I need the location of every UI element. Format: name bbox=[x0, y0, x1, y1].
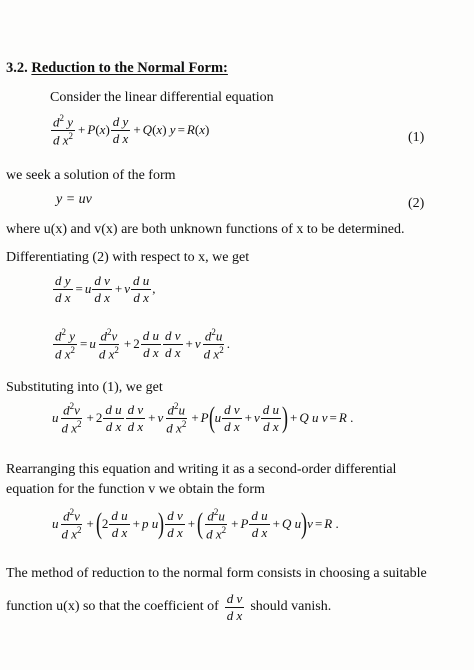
paragraph-method-2-post: should vanish. bbox=[250, 599, 332, 615]
equation-second-derivative: $\frac{d^2 y}{d x^2}$ = u $\frac{d^2v}{d x^2}$ + 2 $\frac{\text{d u}}{\text{d x}}$ $\frac{\text{d v}}{\text{d x}}$ + v $\frac{d^2u}{d x^2}$ . bbox=[55, 327, 230, 362]
paragraph-rearranging-2: equation for the function v we obtain the form bbox=[6, 482, 265, 497]
paragraph-substituting: Substituting into (1), we get bbox=[6, 380, 163, 395]
section-heading bbox=[6, 60, 228, 77]
equation-substituted: u $\frac{d^2v}{d x^2}$ + 2 $\frac{\text{d u}}{\text{d x}}$ $\frac{\text{d v}}{\text{d x}}$ + v $\frac{d^2u}{d x^2}$ + P ( u $\frac{\text{d v}}{\text{d x}}$ + v $\frac{\text{d u}}{\text{d x}}$ ) + Q u v = R . bbox=[52, 401, 354, 436]
paragraph-unknowns: where u(x) and v(x) are both unknown functions of x to be determined. bbox=[6, 222, 405, 237]
equation-number-1: (1) bbox=[408, 130, 425, 145]
paragraph-rearranging-1: Rearranging this equation and writing it as a second-order differential bbox=[6, 462, 397, 477]
paragraph-intro: Consider the linear differential equation bbox=[50, 90, 274, 105]
paragraph-method-2 bbox=[6, 592, 331, 622]
fraction-dv-dx: $\frac{\text{d v}}{\text{d x}}$ bbox=[226, 591, 243, 623]
paragraph-differentiating: Differentiating (2) with respect to x, we get bbox=[6, 250, 250, 265]
equation-2: y = uv bbox=[56, 192, 92, 207]
equation-first-derivative: $\frac{\text{d y}}{\text{d x}}$ = u $\frac{\text{d v}}{\text{d x}}$ + v $\frac{\text{d u}}{\text{d x}}$ , bbox=[55, 273, 156, 305]
equation-rearranged: u $\frac{d^2v}{d x^2}$ + ( 2 $\frac{\text{d u}}{\text{d x}}$ + p u ) $\frac{\text{d v}}{\text{d x}}$ + ( $\frac{d^2u}{d x^2}$ + P $\frac{\text{d u}}{\text{d x}}$ + Q u ) v = R . bbox=[52, 507, 339, 542]
paragraph-method-1: The method of reduction to the normal form consists in choosing a suitable bbox=[6, 566, 427, 581]
section-title: Reduction to the Normal Form: bbox=[31, 60, 228, 76]
section-number: 3.2. bbox=[6, 60, 28, 76]
equation-1: $\frac{d^2 y}{d x^2}$ + P ( x ) $\frac{\text{d y}}{\text{d x}}$ + Q ( x ) y = R ( x ) bbox=[53, 113, 210, 148]
paragraph-solution-form: we seek a solution of the form bbox=[6, 168, 176, 183]
equation-number-2: (2) bbox=[408, 196, 425, 211]
paragraph-method-2-pre: function u(x) so that the coefficient of bbox=[6, 599, 219, 615]
